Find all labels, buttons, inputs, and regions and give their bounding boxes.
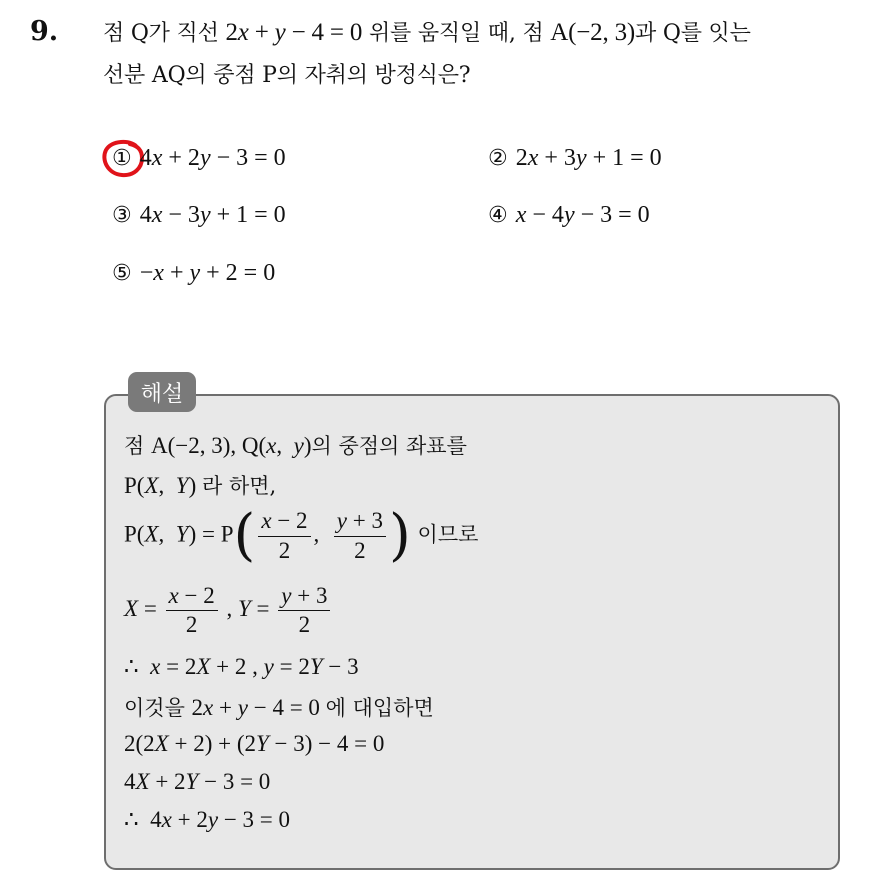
choice-1-expr: 4x + 2y − 3 = 0 [139, 145, 286, 171]
choice-5-expr: −x + y + 2 = 0 [139, 260, 276, 286]
solution-line-2: P(X, Y) 라 하면, [124, 473, 277, 498]
question-line2: 선분 AQ의 중점 P의 자취의 방정식은? [103, 63, 471, 88]
question-text-line1: 점 Q가 직선 2x + y − 4 = 0 위를 움직일 때, 점 A(−2, 3)과 Q를 잇는 [103, 19, 751, 46]
choice-1[interactable]: ① 4x + 2y − 3 = 0 [112, 145, 286, 171]
choice-4-expr: x − 4y − 3 = 0 [515, 202, 650, 228]
choice-4[interactable]: ④ x − 4y − 3 = 0 [488, 202, 650, 228]
solution-line-3: P(X, Y) = P( $\frac{x - 2}{2}$ , $\frac{y + 3}{2}$ ) 이므로 [124, 503, 479, 568]
solution-line-9: ∴ 4x + 2y − 3 = 0 [124, 807, 291, 832]
choice-3[interactable]: ③ 4x − 3y + 1 = 0 [112, 202, 286, 228]
choice-3-expr: 4x − 3y + 1 = 0 [139, 202, 286, 228]
solution-line-7: 2(2X + 2) + (2Y − 3) − 4 = 0 [124, 731, 385, 756]
solution-line-6: 이것을 2x + y − 4 = 0 에 대입하면 [124, 695, 434, 720]
solution-line-8: 4X + 2Y − 3 = 0 [124, 769, 271, 794]
choice-2-expr: 2x + 3y + 1 = 0 [515, 145, 662, 171]
solution-tag: 해설 [128, 372, 196, 412]
choice-2[interactable]: ② 2x + 3y + 1 = 0 [488, 145, 662, 171]
solution-line-1: 점 A(−2, 3), Q(x, y)의 중점의 좌표를 [124, 433, 467, 458]
solution-line-4: X = $\frac{x - 2}{2}$ , Y = $\frac{y + 3}{2}$ [124, 584, 333, 637]
question-number: 9. [30, 16, 59, 47]
solution-line-5: ∴ x = 2X + 2 , y = 2Y − 3 [124, 654, 359, 679]
question-text-line2 [103, 58, 470, 89]
choice-5[interactable]: ⑤ −x + y + 2 = 0 [112, 260, 276, 286]
